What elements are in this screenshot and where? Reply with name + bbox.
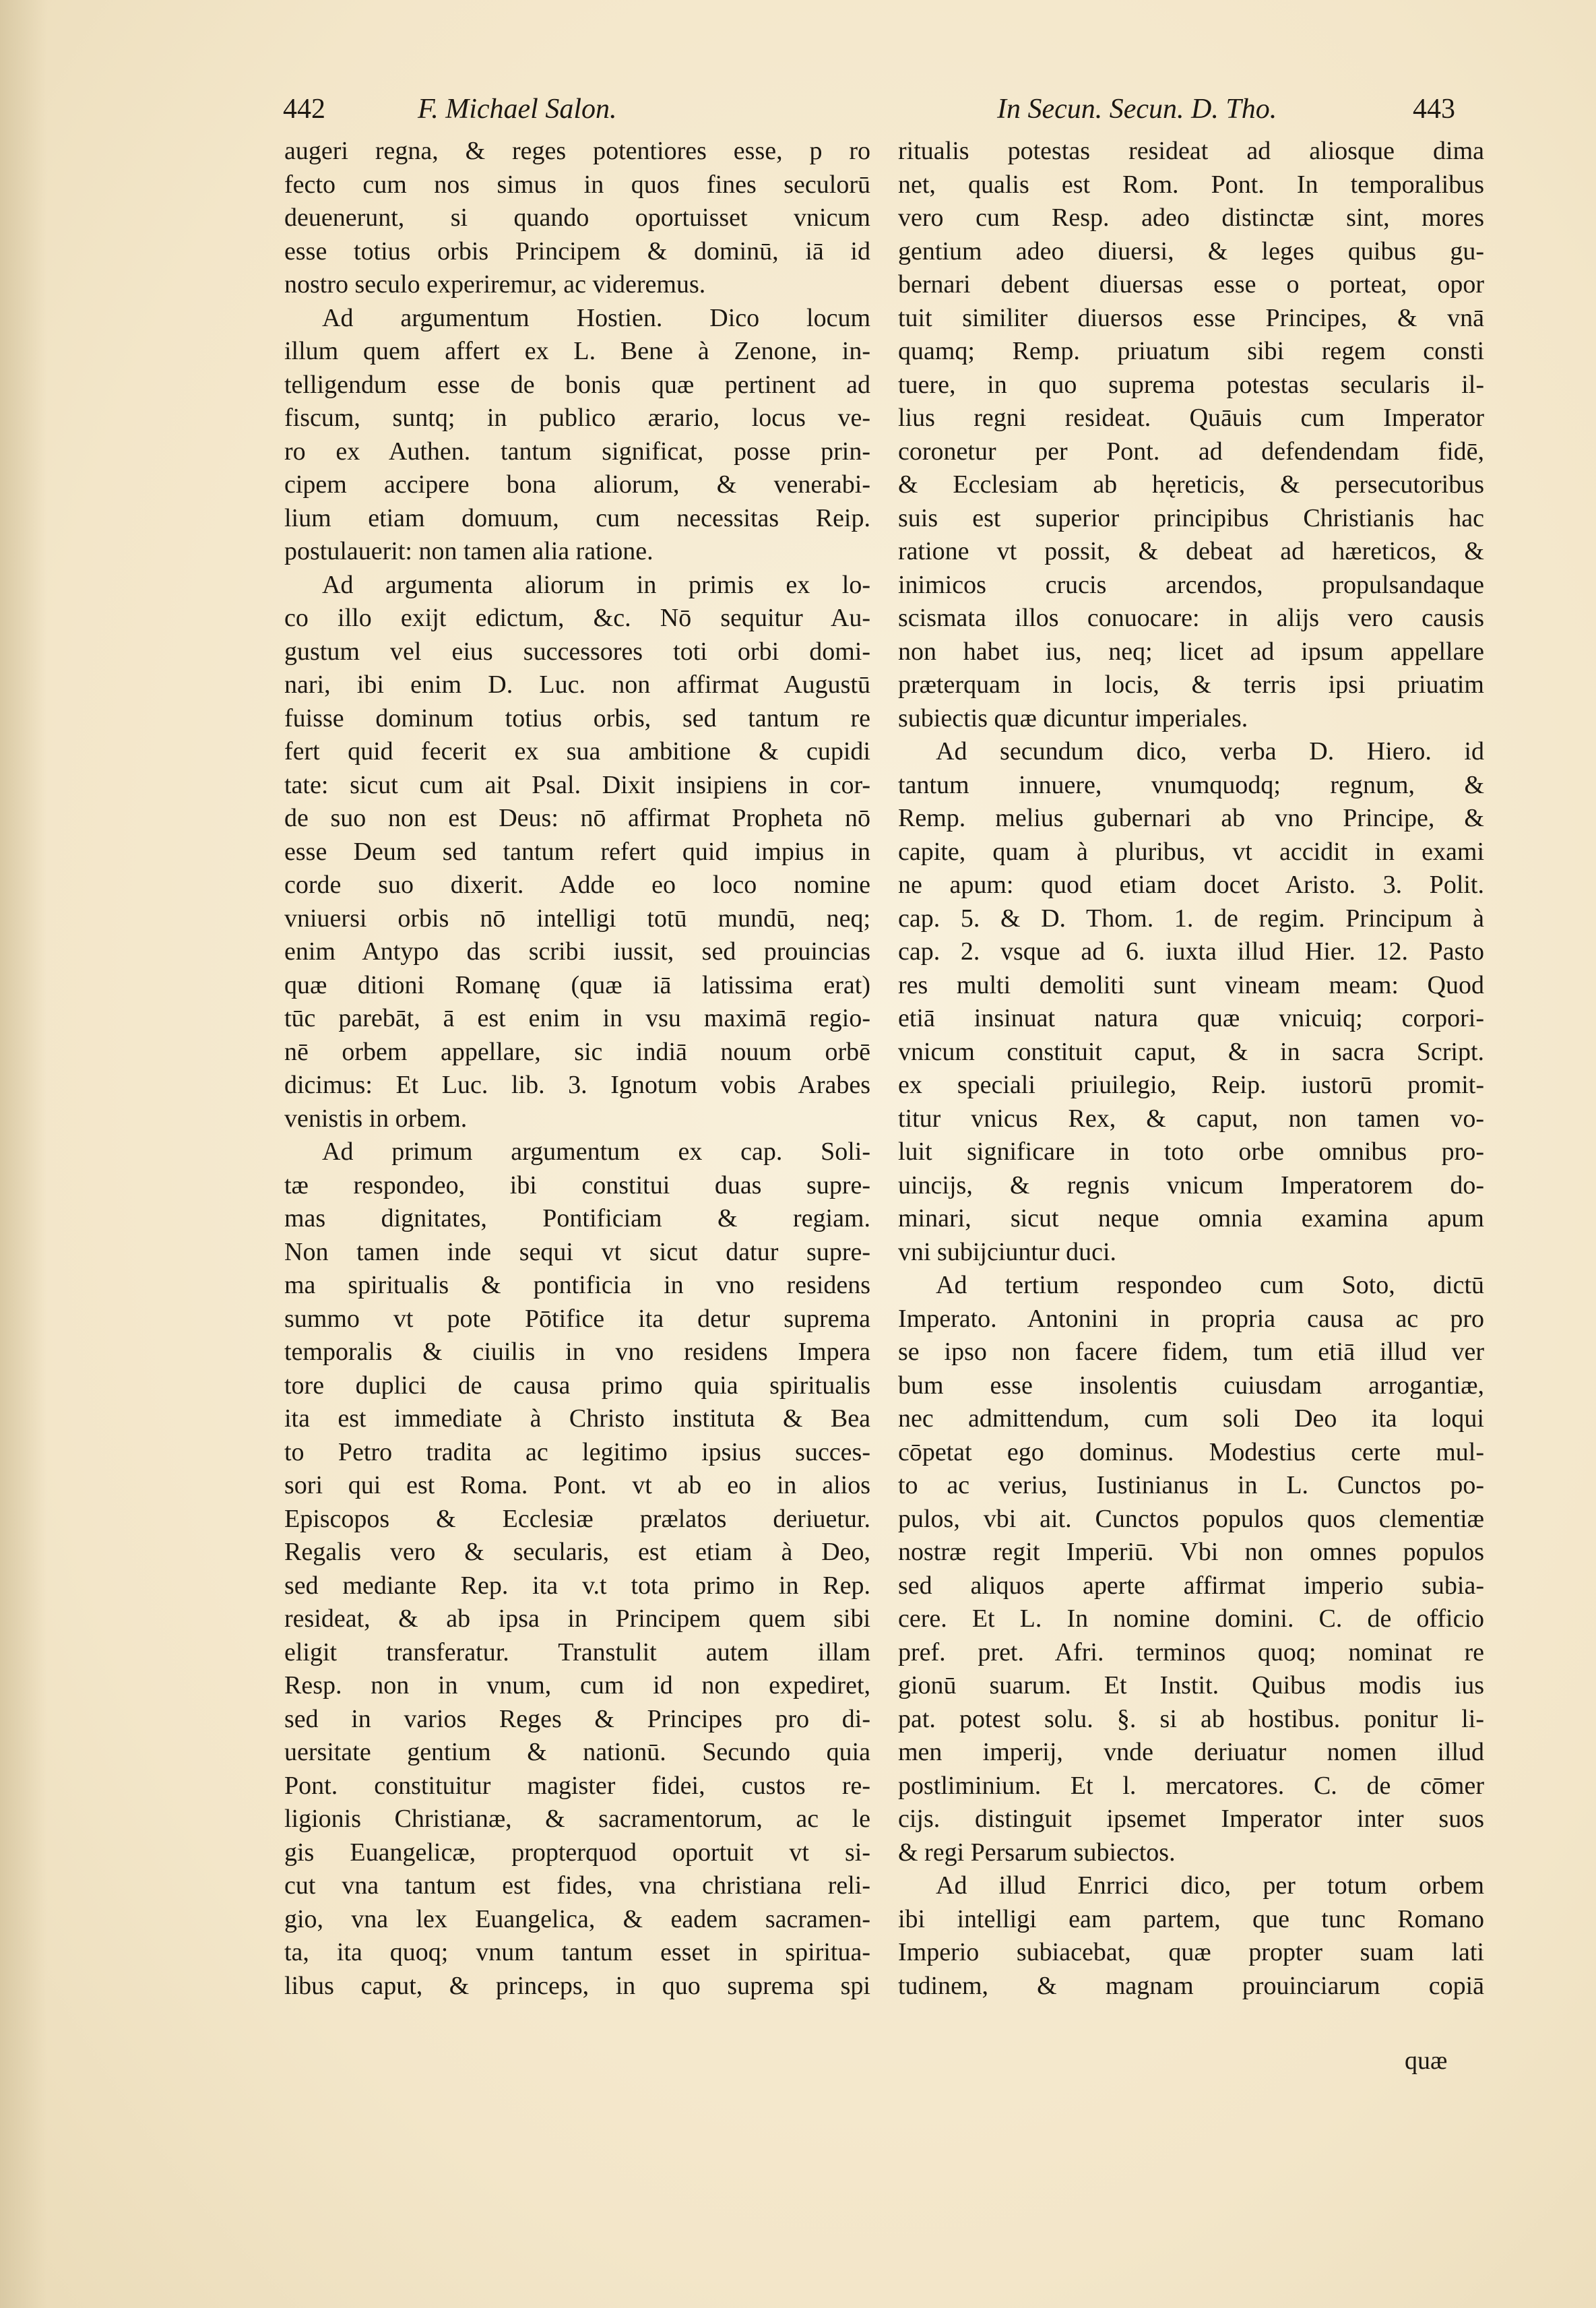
text-line: eligit transferatur. Transtulit autem illam [284, 1638, 870, 1666]
text-line: fuisse dominum totius orbis, sed tantum re [284, 704, 870, 732]
text-line: tantum innuere, vnumquodq; regnum, & [898, 770, 1484, 799]
text-line: vnicum constituit caput, & in sacra Script. [898, 1037, 1484, 1066]
text-line: Ad primum argumentum ex cap. Soli- [322, 1137, 870, 1166]
text-line: cere. Et L. In nomine domini. C. de officio [898, 1604, 1484, 1633]
text-line: ita est immediate à Christo instituta & Bea [284, 1404, 870, 1433]
text-line: men imperij, vnde deriuatur nomen illud [898, 1738, 1484, 1766]
text-line: vero cum Resp. adeo distinctæ sint, mores [898, 204, 1484, 232]
text-line: ibi intelligi eam partem, que tunc Romano [898, 1904, 1484, 1933]
text-line: sed in varios Reges & Principes pro di- [284, 1704, 870, 1733]
text-line: præterquam in locis, & terris ipsi priuatim [898, 670, 1484, 699]
text-line: & Ecclesiam ab hęreticis, & persecutoribus [898, 470, 1484, 499]
text-line: ritualis potestas resideat ad aliosque dima [898, 137, 1484, 165]
text-line: Ad illud Enrrici dico, per totum orbem [936, 1871, 1484, 1900]
text-line: cap. 5. & D. Thom. 1. de regim. Principum à [898, 904, 1484, 933]
text-line: vniuersi orbis nō intelligi totū mundū, neq; [284, 904, 870, 933]
text-line: Remp. melius gubernari ab vno Principe, & [898, 804, 1484, 832]
text-line: Ad secundum dico, verba D. Hiero. id [936, 737, 1484, 766]
text-line: cut vna tantum est fides, vna christiana reli- [284, 1871, 870, 1900]
text-line: tore duplici de causa primo quia spiritualis [284, 1371, 870, 1400]
text-line: sori qui est Roma. Pont. vt ab eo in alios [284, 1471, 870, 1499]
text-line: bum esse insolentis cuiusdam arrogantiæ, [898, 1371, 1484, 1400]
text-line: gis Euangelicæ, propterquod oportuit vt si- [284, 1838, 870, 1867]
text-line: fert quid fecerit ex sua ambitione & cupidi [284, 737, 870, 766]
right-column [898, 135, 1484, 2003]
text-line: fecto cum nos simus in quos fines seculorū [284, 170, 870, 199]
text-line: Pont. constituitur magister fidei, custos re- [284, 1771, 870, 1800]
text-line: tuit similiter diuersos esse Principes, & vnā [898, 303, 1484, 332]
running-head-left: F. Michael Salon. [418, 94, 617, 125]
text-line: tate: sicut cum ait Psal. Dixit insipiens in cor- [284, 770, 870, 799]
text-line: gionū suarum. Et Instit. Quibus modis ius [898, 1671, 1484, 1699]
text-line: nec admittendum, cum soli Deo ita loqui [898, 1404, 1484, 1433]
text-line: ligionis Christianæ, & sacramentorum, ac le [284, 1805, 870, 1833]
text-line: subiectis quæ dicuntur imperiales. [898, 704, 1248, 732]
text-line: res multi demoliti sunt vineam meam: Quod [898, 970, 1484, 999]
text-line: ta, ita quoq; vnum tantum esset in spiritua- [284, 1938, 870, 1966]
text-line: venistis in orbem. [284, 1104, 468, 1133]
page-number-left: 442 [283, 94, 325, 125]
text-line: postliminium. Et l. mercatores. C. de cōmer [898, 1771, 1484, 1800]
text-line: minari, sicut neque omnia examina apum [898, 1204, 1484, 1233]
text-line: cijs. distinguit ipsemet Imperator inter suos [898, 1805, 1484, 1833]
page-number-right: 443 [1413, 94, 1455, 125]
text-line: nostræ regit Imperiū. Vbi non omnes populos [898, 1538, 1484, 1566]
text-line: fiscum, suntq; in publico ærario, locus ve- [284, 404, 870, 432]
text-line: cōpetat ego dominus. Modestius certe mul- [898, 1437, 1484, 1466]
gutter-shadow [0, 0, 47, 2308]
text-line: ratione vt possit, & debeat ad hæreticos, & [898, 537, 1484, 565]
text-line: mas dignitates, Pontificiam & regiam. [284, 1204, 870, 1233]
text-line: de suo non est Deus: nō affirmat Propheta nō [284, 804, 870, 832]
text-line: uersitate gentium & nationū. Secundo quia [284, 1738, 870, 1766]
text-line: vni subijciuntur duci. [898, 1237, 1117, 1266]
text-line: capite, quam à pluribus, vt accidit in exami [898, 837, 1484, 866]
text-line: inimicos crucis arcendos, propulsandaque [898, 570, 1484, 599]
text-line: pulos, vbi ait. Cunctos populos quos clementiæ [898, 1504, 1484, 1533]
running-head-right: In Secun. Secun. D. Tho. [997, 94, 1277, 125]
text-line: cipem accipere bona aliorum, & venerabi- [284, 470, 870, 499]
text-line: cap. 2. vsque ad 6. iuxta illud Hier. 12. Pasto [898, 937, 1484, 966]
text-line: Imperio subiacebat, quæ propter suam lati [898, 1938, 1484, 1966]
text-line: quæ ditioni Romanę (quæ iā latissima erat) [284, 970, 870, 999]
text-line: Episcopos & Ecclesiæ prælatos deriuetur. [284, 1504, 870, 1533]
text-line: Non tamen inde sequi vt sicut datur supre- [284, 1237, 870, 1266]
text-line: suis est superior principibus Christianis hac [898, 503, 1484, 532]
text-line: ne apum: quod etiam docet Aristo. 3. Polit. [898, 871, 1484, 899]
text-line: Imperato. Antonini in propria causa ac pro [898, 1304, 1484, 1333]
text-line: se ipso non facere fidem, tum etiā illud ver [898, 1338, 1484, 1366]
text-line: titur vnicus Rex, & caput, non tamen vo- [898, 1104, 1484, 1133]
text-line: lium etiam domuum, cum necessitas Reip. [284, 503, 870, 532]
text-line: esse Deum sed tantum refert quid impius in [284, 837, 870, 866]
text-line: etiā insinuat natura quæ vnicuiq; corpori- [898, 1004, 1484, 1032]
text-line: summo vt pote Pōtifice ita detur suprema [284, 1304, 870, 1333]
text-line: Resp. non in vnum, cum id non expediret, [284, 1671, 870, 1699]
page-header [283, 89, 1455, 129]
text-line: telligendum esse de bonis quæ pertinent ad [284, 370, 870, 399]
text-line: nē orbem appellare, sic indiā nouum orbē [284, 1037, 870, 1066]
text-line: coronetur per Pont. ad defendendam fidē, [898, 437, 1484, 466]
text-line: bernari debent diuersas esse o porteat, opor [898, 270, 1484, 299]
text-line: tæ respondeo, ibi constitui duas supre- [284, 1171, 870, 1199]
text-line: lius regni resideat. Quāuis cum Imperator [898, 404, 1484, 432]
text-line: gentium adeo diuersi, & leges quibus gu- [898, 237, 1484, 266]
text-line: esse totius orbis Principem & dominū, iā id [284, 237, 870, 266]
text-line: Ad argumenta aliorum in primis ex lo- [322, 570, 870, 599]
text-line: pref. pret. Afri. terminos quoq; nominat re [898, 1638, 1484, 1666]
text-line: tuere, in quo suprema potestas secularis il- [898, 370, 1484, 399]
text-line: non habet ius, neq; licet ad ipsum appellare [898, 637, 1484, 666]
text-line: tudinem, & magnam prouinciarum copiā [898, 1971, 1484, 2000]
text-line: postulauerit: non tamen alia ratione. [284, 537, 653, 565]
text-line: Regalis vero & secularis, est etiam à Deo, [284, 1538, 870, 1566]
text-line: illum quem affert ex L. Bene à Zenone, in- [284, 337, 870, 365]
text-line: pat. potest solu. §. si ab hostibus. ponitur li- [898, 1704, 1484, 1733]
text-line: & regi Persarum subiectos. [898, 1838, 1176, 1867]
text-line: ex speciali priuilegio, Reip. iustorū promit- [898, 1071, 1484, 1099]
text-line: gustum vel eius successores toti orbi domi- [284, 637, 870, 666]
text-line: deuenerunt, si quando oportuisset vnicum [284, 204, 870, 232]
text-line: uincijs, & regnis vnicum Imperatorem do- [898, 1171, 1484, 1199]
text-line: co illo exijt edictum, &c. Nō sequitur Au- [284, 604, 870, 632]
text-line: enim Antypo das scribi iussit, sed prouincias [284, 937, 870, 966]
text-line: nari, ibi enim D. Luc. non affirmat Augustū [284, 670, 870, 699]
text-line: resideat, & ab ipsa in Principem quem sibi [284, 1604, 870, 1633]
text-line: sed mediante Rep. ita v.t tota primo in Rep. [284, 1571, 870, 1600]
text-line: luit significare in toto orbe omnibus pro- [898, 1137, 1484, 1166]
text-line: net, qualis est Rom. Pont. In temporalibus [898, 170, 1484, 199]
text-line: dicimus: Et Luc. lib. 3. Ignotum vobis Arabes [284, 1071, 870, 1099]
text-line: temporalis & ciuilis in vno residens Impera [284, 1338, 870, 1366]
text-line: Ad argumentum Hostien. Dico locum [322, 303, 870, 332]
text-line: Ad tertium respondeo cum Soto, dictū [936, 1271, 1484, 1299]
text-line: sed aliquos aperte affirmat imperio subia- [898, 1571, 1484, 1600]
text-line: augeri regna, & reges potentiores esse, p ro [284, 137, 870, 165]
catchword: quæ [1405, 2047, 1448, 2075]
text-line: tūc parebāt, ā est enim in vsu maximā regio- [284, 1004, 870, 1032]
text-line: to Petro tradita ac legitimo ipsius succes- [284, 1437, 870, 1466]
text-line: libus caput, & princeps, in quo suprema spi [284, 1971, 870, 2000]
text-line: gio, vna lex Euangelica, & eadem sacramen- [284, 1904, 870, 1933]
text-line: to ac verius, Iustinianus in L. Cunctos po- [898, 1471, 1484, 1499]
text-line: ro ex Authen. tantum significat, posse prin- [284, 437, 870, 466]
text-line: corde suo dixerit. Adde eo loco nomine [284, 871, 870, 899]
left-column [284, 135, 870, 2003]
text-line: ma spiritualis & pontificia in vno residens [284, 1271, 870, 1299]
text-line: quamq; Remp. priuatum sibi regem consti [898, 337, 1484, 365]
text-line: nostro seculo experiremur, ac videremus. [284, 270, 706, 299]
text-line: scismata illos conuocare: in alijs vero causis [898, 604, 1484, 632]
